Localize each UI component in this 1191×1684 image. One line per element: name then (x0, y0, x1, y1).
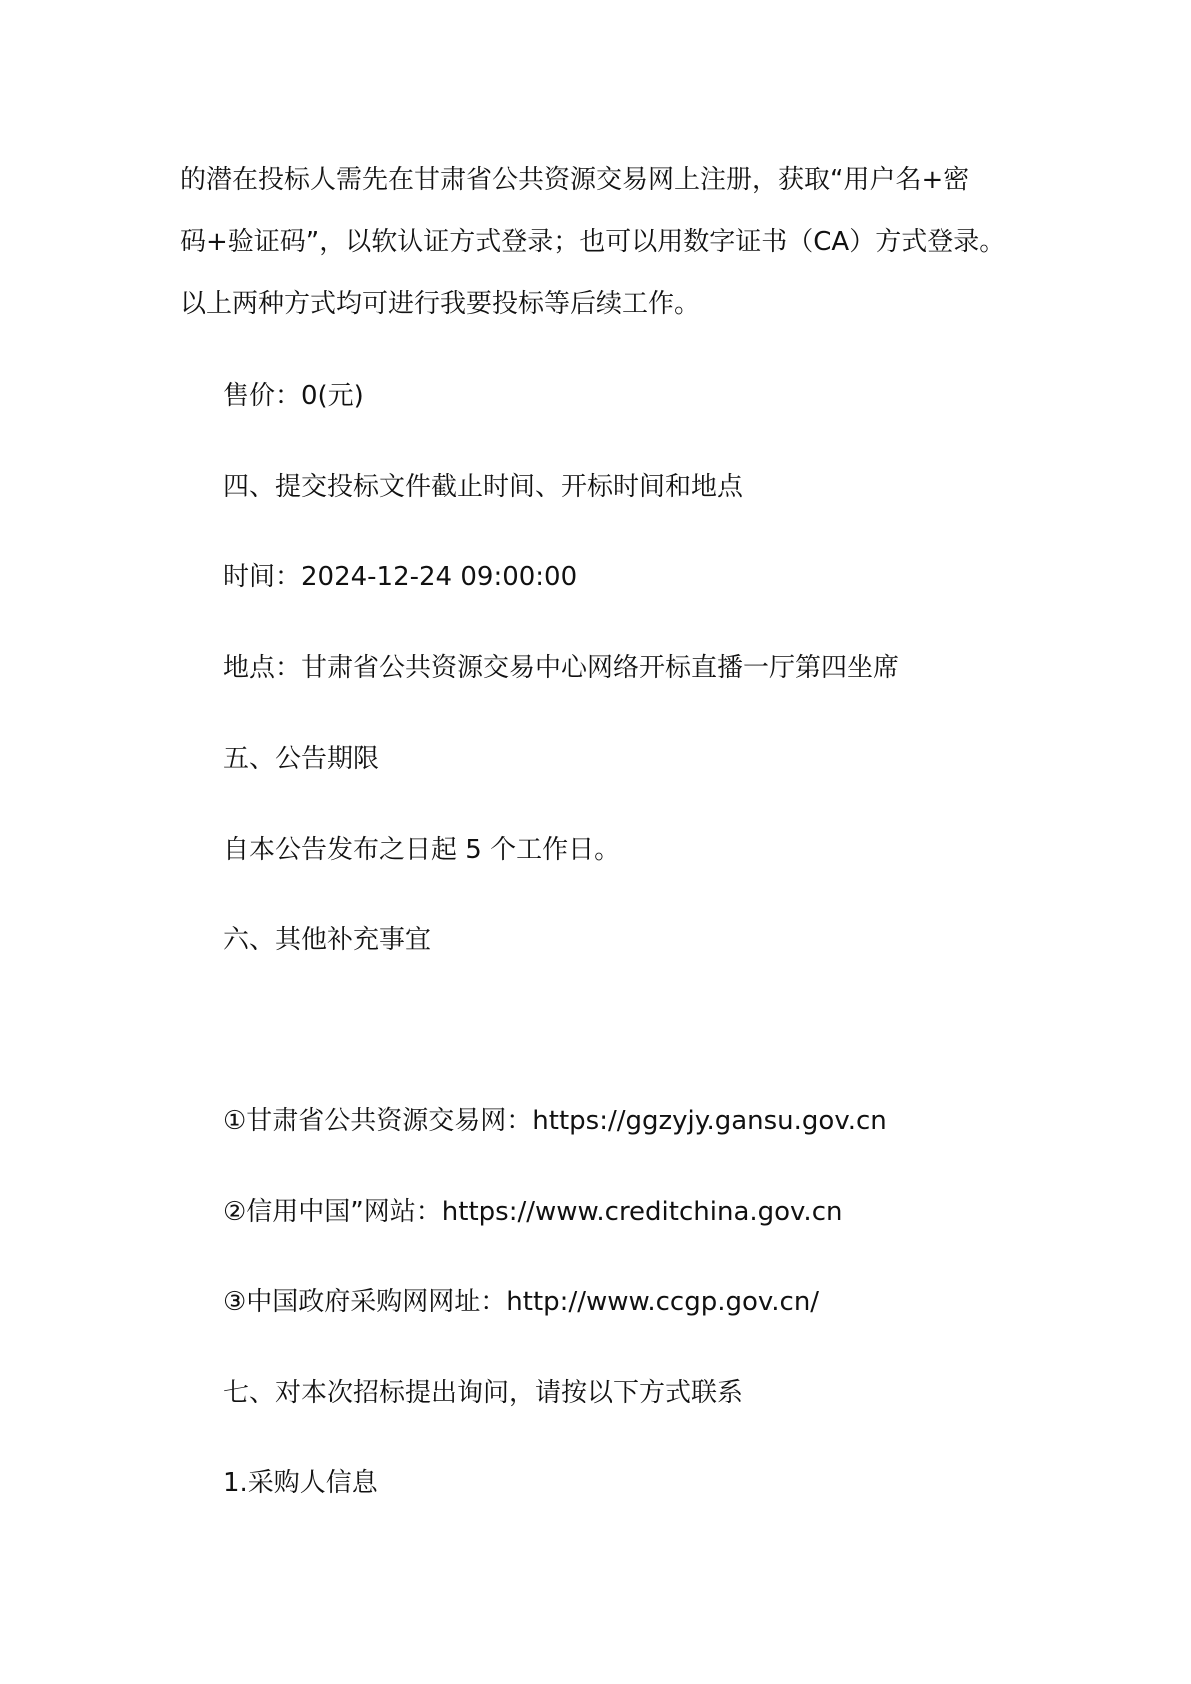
link-gansu-ggzyjy: ①甘肃省公共资源交易网：https://ggzyjy.gansu.gov.cn (223, 1106, 887, 1136)
section-5-heading: 五、公告期限 (223, 744, 380, 774)
announcement-period: 自本公告发布之日起 5 个工作日。 (223, 835, 621, 865)
intro-line-3: 以上两种方式均可进行我要投标等后续工作。 (180, 289, 701, 319)
section-6-heading: 六、其他补充事宜 (223, 925, 432, 955)
section-4-heading: 四、提交投标文件截止时间、开标时间和地点 (223, 472, 744, 502)
purchaser-info-heading: 1.采购人信息 (223, 1468, 378, 1498)
intro-line-1: 的潜在投标人需先在甘肃省公共资源交易网上注册，获取“用户名+密 (180, 165, 970, 195)
intro-line-2: 码+验证码”，以软认证方式登录；也可以用数字证书（CA）方式登录。 (180, 227, 1006, 257)
link-creditchina: ②信用中国”网站：https://www.creditchina.gov.cn (223, 1197, 843, 1227)
bid-opening-location: 地点：甘肃省公共资源交易中心网络开标直播一厅第四坐席 (223, 653, 900, 683)
section-7-heading: 七、对本次招标提出询问，请按以下方式联系 (223, 1378, 744, 1408)
link-ccgp: ③中国政府采购网网址：http://www.ccgp.gov.cn/ (223, 1287, 820, 1317)
price-text: 售价：0(元) (223, 381, 364, 411)
bid-deadline-time: 时间：2024-12-24 09:00:00 (223, 562, 578, 592)
